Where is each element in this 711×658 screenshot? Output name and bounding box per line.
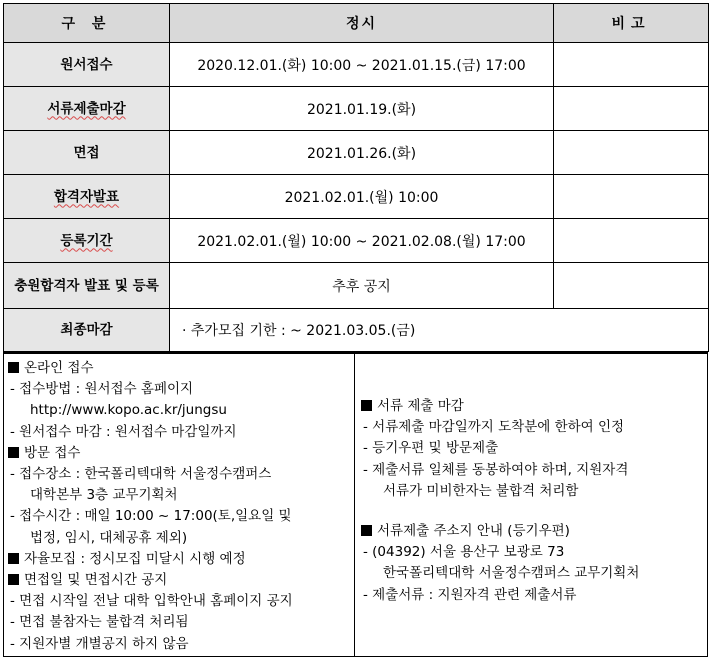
homepage-link[interactable]: http://www.kopo.ac.kr/jungsu [30,402,227,419]
table-row [4,309,709,352]
header-regular: 정시 [170,4,554,43]
square-bullet-icon [8,362,19,373]
note-line: 서류가 미비한자는 불합격 처리함 [383,482,579,499]
schedule-table [3,3,709,352]
row-value: 2021.01.19.(화) [170,87,554,131]
row-label: 서류제출마감 [4,87,170,131]
section-heading: 온라인 접수 [8,358,350,379]
notes-right-column [355,354,707,656]
square-bullet-icon [361,525,372,536]
section-heading: 방문 접수 [8,443,350,464]
row-label: 등록기간 [4,219,170,263]
table-row [4,175,709,219]
note-line: - 등기우편 및 방문제출 [363,440,499,457]
note-line: 법정, 임시, 대체공휴 제외) [30,529,188,546]
header-remarks: 비고 [554,4,709,43]
square-bullet-icon [8,447,19,458]
row-remark [554,43,709,87]
table-row [4,131,709,175]
header-category: 구 분 [4,4,170,43]
table-header-row [4,4,709,43]
row-value: 2021.01.26.(화) [170,131,554,175]
note-line: - 접수방법 : 원서접수 홈페이지 [10,381,194,398]
row-value: · 추가모집 기한 : ~ 2021.03.05.(금) [170,309,709,352]
row-label: 합격자발표 [4,175,170,219]
row-remark [554,175,709,219]
row-remark [554,263,709,309]
note-line: - 서류제출 마감일까지 도착분에 한하여 인정 [363,419,625,436]
notes-left-column [4,354,355,656]
row-value: 2021.02.01.(월) 10:00 ~ 2021.02.08.(월) 17:00 [170,219,554,263]
note-line: - 지원자별 개별공지 하지 않음 [10,635,189,652]
table-row [4,219,709,263]
row-value: 2020.12.01.(화) 10:00 ~ 2021.01.15.(금) 17:00 [170,43,554,87]
row-label: 원서접수 [4,43,170,87]
note-line: - 제출서류 : 지원자격 관련 제출서류 [363,586,577,603]
notes-box [3,352,708,657]
section-heading: 면접일 및 면접시간 공지 [8,570,350,591]
note-line: - 접수시간 : 매일 10:00 ~ 17:00(토,일요일 및 [10,508,292,525]
admission-schedule-document [3,3,708,657]
note-line: - (04392) 서울 용산구 보광로 73 [363,544,565,561]
row-value: 추후 공지 [170,263,554,309]
note-line: - 원서접수 마감 : 원서접수 마감일까지 [10,423,237,440]
note-line: - 제출서류 일체를 동봉하여야 하며, 지원자격 [363,461,629,478]
note-line: 대학본부 3층 교무기획처 [30,487,178,504]
section-heading: 서류 제출 마감 [361,396,703,417]
square-bullet-icon [8,553,19,564]
square-bullet-icon [361,400,372,411]
row-value: 2021.02.01.(월) 10:00 [170,175,554,219]
note-line: - 면접 시작일 전날 대학 입학안내 홈페이지 공지 [10,593,293,610]
row-label: 충원합격자 발표 및 등록 [4,263,170,309]
row-remark [554,87,709,131]
row-label: 최종마감 [4,309,170,352]
note-line: - 면접 불참자는 불합격 처리됨 [10,614,189,631]
row-remark [554,131,709,175]
table-row [4,87,709,131]
table-row [4,43,709,87]
section-heading: 서류제출 주소지 안내 (등기우편) [361,521,703,542]
note-line: 한국폴리텍대학 서울정수캠퍼스 교무기획처 [383,565,640,582]
table-row [4,263,709,309]
row-label: 면접 [4,131,170,175]
square-bullet-icon [8,574,19,585]
section-heading: 자율모집 : 정시모집 미달시 시행 예정 [8,549,350,570]
row-remark [554,219,709,263]
note-line: - 접수장소 : 한국폴리텍대학 서울정수캠퍼스 [10,466,272,483]
